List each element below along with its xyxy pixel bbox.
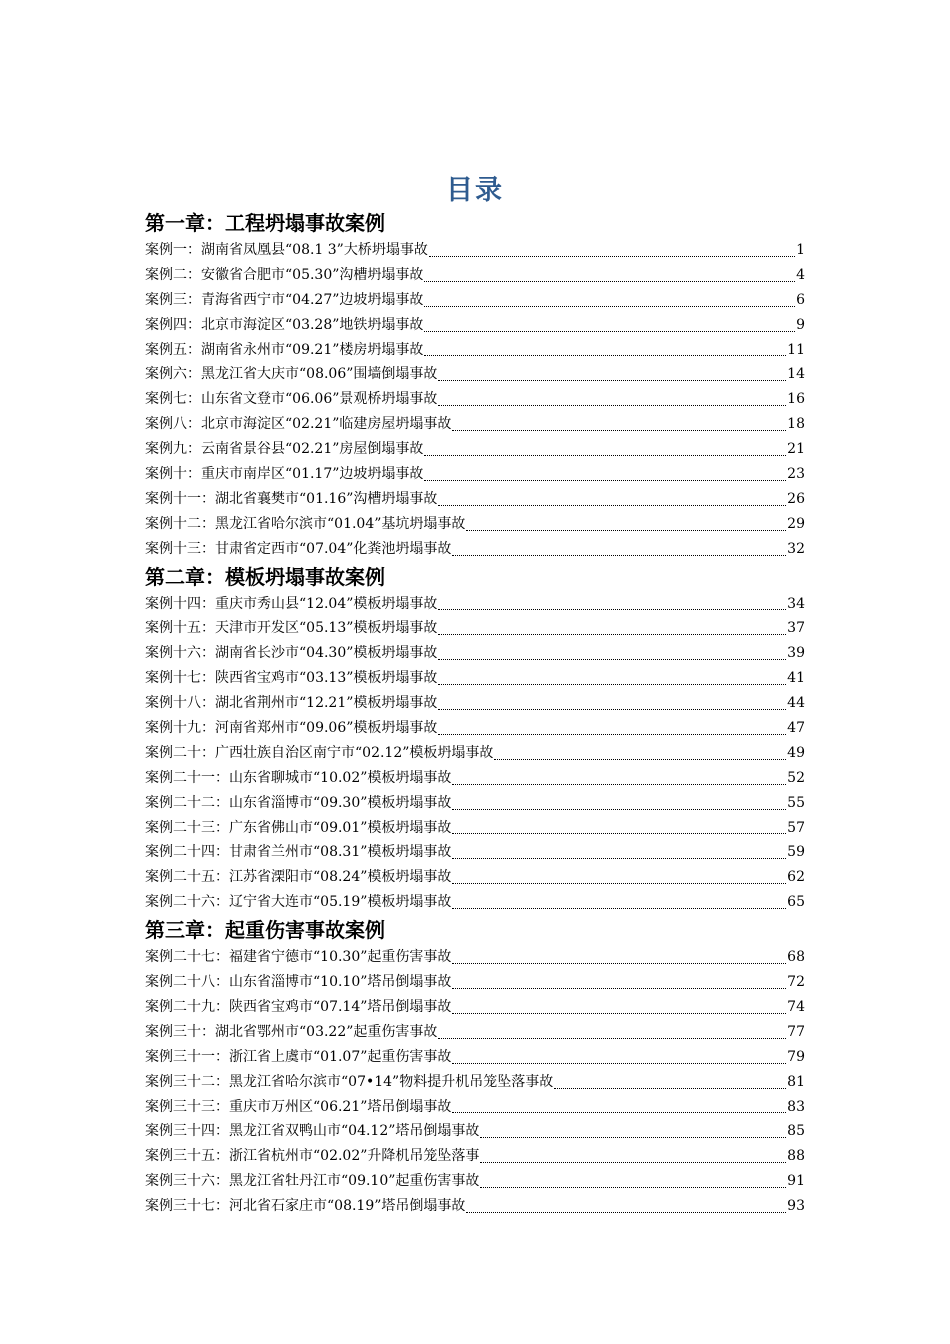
toc-entry[interactable] [145, 1095, 805, 1120]
toc-entry-label: 案例五：湖南省永州市“09.21”楼房坍塌事故 [145, 341, 424, 358]
dot-leader [438, 380, 786, 381]
toc-entry-page-number: 37 [787, 620, 805, 637]
toc-entry[interactable] [145, 641, 805, 666]
toc-entry-page-number: 85 [787, 1123, 805, 1140]
toc-entry[interactable] [145, 666, 805, 691]
toc-entry[interactable] [145, 313, 805, 338]
toc-entry-page-number: 23 [787, 466, 805, 483]
chapter-heading: 第三章：起重伤害事故案例 [145, 918, 385, 943]
dot-leader [466, 1212, 786, 1213]
toc-entry[interactable] [145, 1144, 805, 1169]
dot-leader [480, 1187, 786, 1188]
dot-leader [424, 480, 786, 481]
toc-entry-label: 案例二十四：甘肃省兰州市“08.31”模板坍塌事故 [145, 844, 452, 861]
toc-entry[interactable] [145, 890, 805, 915]
toc-entry-page-number: 29 [787, 515, 805, 532]
dot-leader [438, 1038, 786, 1039]
toc-entry-page-number: 26 [787, 490, 805, 507]
dot-leader [452, 1013, 786, 1014]
toc-entry-page-number: 34 [787, 595, 805, 612]
toc-entry-label: 案例七：山东省文登市“06.06”景观桥坍塌事故 [145, 391, 438, 408]
toc-entry-label: 案例八：北京市海淀区“02.21”临建房屋坍塌事故 [145, 416, 452, 433]
toc-entry-page-number: 62 [787, 869, 805, 886]
toc-entry[interactable] [145, 1119, 805, 1144]
toc-entry-label: 案例二十五：江苏省溧阳市“08.24”模板坍塌事故 [145, 869, 452, 886]
toc-entry[interactable] [145, 263, 805, 288]
toc-entry-page-number: 6 [796, 291, 805, 308]
toc-entry[interactable] [145, 362, 805, 387]
toc-entry-label: 案例十三：甘肃省定西市“07.04”化粪池坍塌事故 [145, 540, 452, 557]
toc-entry-label: 案例六：黑龙江省大庆市“08.06”围墙倒塌事故 [145, 366, 438, 383]
dot-leader [452, 908, 786, 909]
toc-entry-page-number: 16 [787, 391, 805, 408]
dot-leader [424, 355, 786, 356]
toc-entry-page-number: 81 [787, 1073, 805, 1090]
toc-entry-label: 案例三十七：河北省石家庄市“08.19”塔吊倒塌事故 [145, 1198, 466, 1215]
dot-leader [424, 281, 795, 282]
toc-entry-label: 案例九：云南省景谷县“02.21”房屋倒塌事故 [145, 441, 424, 458]
toc-entry[interactable] [145, 970, 805, 995]
toc-entry-label: 案例四：北京市海淀区“03.28”地铁坍塌事故 [145, 316, 424, 333]
toc-entry[interactable] [145, 716, 805, 741]
dot-leader [452, 858, 786, 859]
toc-entry-label: 案例十九：河南省郑州市“09.06”模板坍塌事故 [145, 720, 438, 737]
dot-leader [452, 833, 786, 834]
toc-entry-page-number: 88 [787, 1148, 805, 1165]
dot-leader [438, 684, 786, 685]
dot-leader [438, 734, 786, 735]
toc-entry-label: 案例十六：湖南省长沙市“04.30”模板坍塌事故 [145, 645, 438, 662]
dot-leader [452, 963, 786, 964]
toc-entry[interactable] [145, 1169, 805, 1194]
toc-entry-label: 案例三：青海省西宁市“04.27”边坡坍塌事故 [145, 291, 424, 308]
toc-entry-label: 案例十八：湖北省荆州市“12.21”模板坍塌事故 [145, 695, 438, 712]
dot-leader [438, 405, 786, 406]
toc-entry-page-number: 65 [787, 894, 805, 911]
dot-leader [424, 455, 786, 456]
toc-entry[interactable] [145, 616, 805, 641]
table-of-contents [145, 208, 805, 1219]
toc-entry[interactable] [145, 537, 805, 562]
toc-entry-label: 案例三十：湖北省鄂州市“03.22”起重伤害事故 [145, 1023, 438, 1040]
toc-entry-label: 案例十五：天津市开发区“05.13”模板坍塌事故 [145, 620, 438, 637]
dot-leader [452, 784, 786, 785]
toc-entry-label: 案例三十三：重庆市万州区“06.21”塔吊倒塌事故 [145, 1098, 452, 1115]
toc-entry-page-number: 21 [787, 441, 805, 458]
dot-leader [438, 709, 786, 710]
toc-entry-page-number: 11 [787, 341, 805, 358]
toc-entry[interactable] [145, 816, 805, 841]
toc-entry[interactable] [145, 840, 805, 865]
dot-leader [424, 306, 795, 307]
dot-leader [429, 256, 795, 257]
toc-entry[interactable] [145, 387, 805, 412]
toc-entry-label: 案例十二：黑龙江省哈尔滨市“01.04”基坑坍塌事故 [145, 515, 466, 532]
toc-entry[interactable] [145, 766, 805, 791]
toc-entry-label: 案例二：安徽省合肥市“05.30”沟槽坍塌事故 [145, 266, 424, 283]
dot-leader [452, 1112, 786, 1113]
toc-entry-label: 案例二十一：山东省聊城市“10.02”模板坍塌事故 [145, 769, 452, 786]
dot-leader [424, 331, 795, 332]
dot-leader [438, 634, 786, 635]
dot-leader [452, 555, 786, 556]
toc-entry-label: 案例十：重庆市南岸区“01.17”边坡坍塌事故 [145, 466, 424, 483]
toc-entry-page-number: 18 [787, 416, 805, 433]
toc-entry[interactable] [145, 487, 805, 512]
toc-entry-page-number: 83 [787, 1098, 805, 1115]
toc-entry-page-number: 44 [787, 695, 805, 712]
dot-leader [438, 659, 786, 660]
toc-entry[interactable] [145, 1045, 805, 1070]
toc-entry[interactable] [145, 288, 805, 313]
toc-entry[interactable] [145, 512, 805, 537]
toc-entry-page-number: 55 [787, 794, 805, 811]
toc-entry[interactable] [145, 691, 805, 716]
toc-entry[interactable] [145, 1194, 805, 1219]
toc-entry-page-number: 14 [787, 366, 805, 383]
dot-leader [466, 530, 786, 531]
toc-entry-label: 案例二十：广西壮族自治区南宁市“02.12”模板坍塌事故 [145, 744, 494, 761]
toc-entry-page-number: 39 [787, 645, 805, 662]
toc-entry[interactable] [145, 865, 805, 890]
toc-entry[interactable] [145, 412, 805, 437]
toc-entry[interactable] [145, 437, 805, 462]
chapter-heading: 第一章：工程坍塌事故案例 [145, 211, 385, 235]
toc-entry-label: 案例二十八：山东省淄博市“10.10”塔吊倒塌事故 [145, 974, 452, 991]
dot-leader [452, 430, 786, 431]
toc-entry-page-number: 47 [787, 720, 805, 737]
toc-entry-label: 案例十四：重庆市秀山县“12.04”模板坍塌事故 [145, 595, 438, 612]
toc-entry[interactable] [145, 1070, 805, 1095]
toc-entry-page-number: 79 [787, 1048, 805, 1065]
dot-leader [438, 505, 786, 506]
toc-entry-page-number: 52 [787, 769, 805, 786]
toc-entry-label: 案例三十四：黑龙江省双鸭山市“04.12”塔吊倒塌事故 [145, 1123, 480, 1140]
dot-leader [554, 1088, 786, 1089]
toc-entry-page-number: 91 [787, 1173, 805, 1190]
chapter-heading: 第二章：模板坍塌事故案例 [145, 564, 385, 589]
toc-entry-label: 案例二十二：山东省淄博市“09.30”模板坍塌事故 [145, 794, 452, 811]
toc-entry[interactable] [145, 238, 805, 263]
toc-entry-label: 案例二十三：广东省佛山市“09.01”模板坍塌事故 [145, 819, 452, 836]
toc-entry-label: 案例一：湖南省凤凰县“08.1 3”大桥坍塌事故 [145, 242, 428, 258]
toc-entry[interactable] [145, 945, 805, 970]
toc-entry-page-number: 72 [787, 974, 805, 991]
toc-entry[interactable] [145, 338, 805, 363]
toc-entry[interactable] [145, 741, 805, 766]
toc-entry-page-number: 49 [787, 744, 805, 761]
toc-entry-page-number: 74 [787, 998, 805, 1015]
toc-entry-page-number: 93 [787, 1198, 805, 1215]
toc-entry-label: 案例三十一：浙江省上虞市“01.07”起重伤害事故 [145, 1048, 452, 1065]
dot-leader [494, 759, 786, 760]
toc-entry[interactable] [145, 462, 805, 487]
dot-leader [452, 809, 786, 810]
toc-entry-page-number: 41 [787, 670, 805, 687]
toc-entry-page-number: 68 [787, 949, 805, 966]
toc-entry-page-number: 4 [796, 266, 805, 283]
toc-entry-label: 案例三十五：浙江省杭州市“02.02”升降机吊笼坠落事 [145, 1148, 480, 1165]
toc-entry-label: 案例十一：湖北省襄樊市“01.16”沟槽坍塌事故 [145, 490, 438, 507]
toc-entry-label: 案例三十六：黑龙江省牡丹江市“09.10”起重伤害事故 [145, 1173, 480, 1190]
toc-entry[interactable] [145, 995, 805, 1020]
toc-entry[interactable] [145, 1020, 805, 1045]
dot-leader [452, 883, 786, 884]
toc-entry-label: 案例三十二：黑龙江省哈尔滨市“07•14”物料提升机吊笼坠落事故 [145, 1073, 554, 1090]
toc-entry-page-number: 9 [796, 316, 805, 333]
toc-entry[interactable] [145, 592, 805, 617]
toc-entry-page-number: 32 [787, 540, 805, 557]
toc-entry-page-number: 1 [796, 242, 805, 258]
toc-title: 目录 [446, 175, 504, 206]
dot-leader [438, 609, 786, 610]
dot-leader [452, 1063, 786, 1064]
toc-entry-label: 案例二十九：陕西省宝鸡市“07.14”塔吊倒塌事故 [145, 998, 452, 1015]
toc-entry-label: 案例二十七：福建省宁德市“10.30”起重伤害事故 [145, 949, 452, 966]
toc-entry-label: 案例十七：陕西省宝鸡市“03.13”模板坍塌事故 [145, 670, 438, 687]
toc-entry-page-number: 59 [787, 844, 805, 861]
toc-entry[interactable] [145, 791, 805, 816]
toc-entry-page-number: 57 [787, 819, 805, 836]
dot-leader [480, 1137, 786, 1138]
dot-leader [480, 1162, 786, 1163]
dot-leader [452, 988, 786, 989]
toc-entry-page-number: 77 [787, 1023, 805, 1040]
toc-entry-label: 案例二十六：辽宁省大连市“05.19”模板坍塌事故 [145, 894, 452, 911]
